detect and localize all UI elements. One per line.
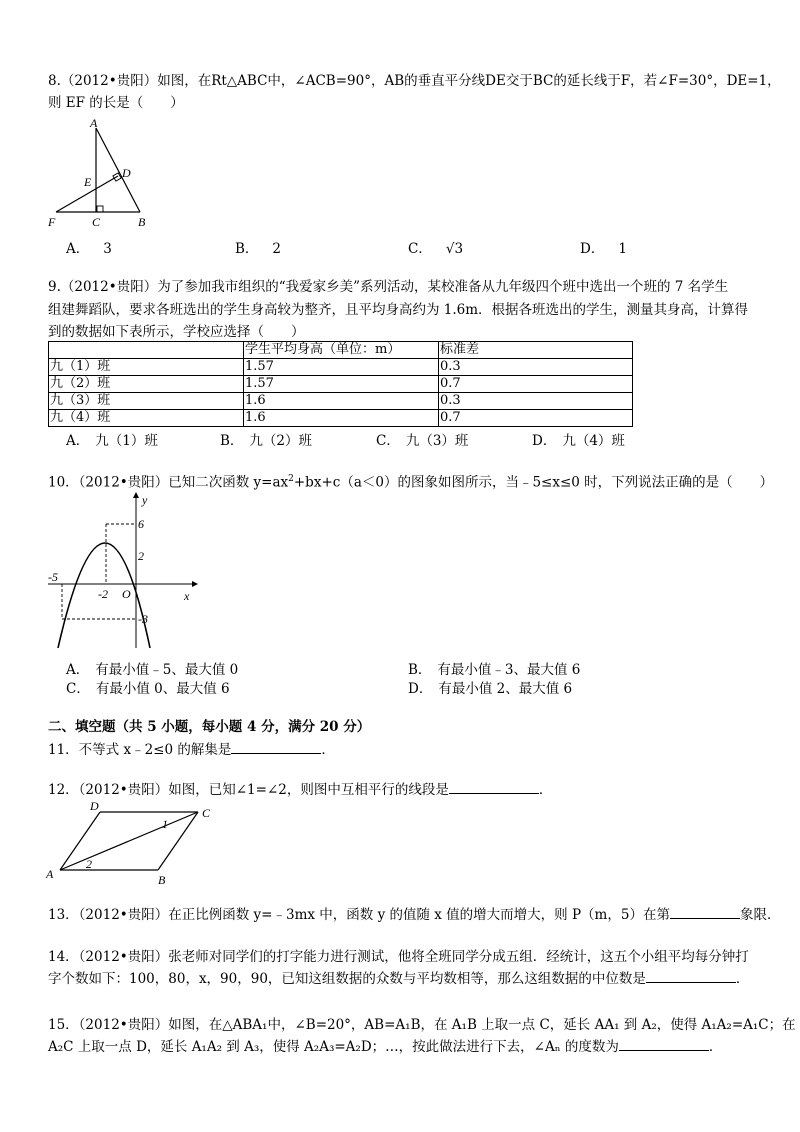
q8-label-D: D xyxy=(122,166,131,180)
q12-angle-1: 1 xyxy=(162,817,168,831)
table-cell: 1.6 xyxy=(244,393,439,410)
q9-height-table xyxy=(48,341,633,427)
table-header-row xyxy=(49,342,633,359)
q10-stem: 10．（2012•贵阳）已知二次函数 $y=ax^2+bx+c(a<0)$的图象如图所示，当﹣5≤x≤0 时，下列说法正确的是（ ） xyxy=(48,474,774,491)
q8-label-F: F xyxy=(48,215,56,229)
q10-label-y: y xyxy=(142,493,148,507)
q15-stem-line2: A₂C 上取一点 D，延长 A₁A₂ 到 A₃，使得 A₂A₃=A₂D；…，按此做法进行下去，∠Aₙ 的度数为 ． xyxy=(48,1039,723,1055)
q9-stem-line2: 组建舞蹈队，要求各班选出的学生身高较为整齐，且平均身高约为 1.6m．根据各班选出的学生，测量其身高，计算得 xyxy=(48,302,749,318)
q9-option-c: C． 九（3）班 xyxy=(376,433,469,449)
table-header-cell xyxy=(49,342,244,359)
table-cell: 1.6 xyxy=(244,410,439,427)
q10-label-neg2: -2 xyxy=(98,587,108,601)
q10-label-x: x xyxy=(184,589,190,603)
q10-label-6: 6 xyxy=(138,517,144,531)
q8-stem-line1: 8.（2012•贵阳）如图，在Rt△ABC中，∠ACB=90°，AB的垂直平分线DE交于BC的延长线于F，若∠F=30°，DE=1， xyxy=(48,73,781,89)
q9-option-b: B． 九（2）班 xyxy=(220,433,313,449)
q13-stem: 13．（2012•贵阳）在正比例函数 y=﹣3mx 中，函数 y 的值随 x 值的增大而增大，则 P（m，5）在第 象限． xyxy=(48,907,781,923)
table-cell: 0.3 xyxy=(439,393,633,410)
table-header-cell: 学生平均身高（单位：m） xyxy=(244,342,439,359)
q8-option-b: B． 2 xyxy=(235,241,282,257)
q9-stem-line1: 9.（2012•贵阳）为了参加我市组织的“我爱家乡美”系列活动，某校准备从九年级四个班中选出一个班的 7 名学生 xyxy=(48,279,729,295)
q8-option-d: D． 1 xyxy=(580,241,627,257)
table-cell: 九（4）班 xyxy=(49,410,244,427)
q10-option-d: D． 有最小值 2、最大值 6 xyxy=(408,681,573,697)
table-cell: 九（3）班 xyxy=(49,393,244,410)
q8-label-B: B xyxy=(138,215,146,229)
answer-blank xyxy=(646,970,736,983)
q8-stem-line2: 则 EF 的长是（ ） xyxy=(48,95,184,111)
q10-option-c: C． 有最小值 0、最大值 6 xyxy=(66,681,230,697)
table-cell: 0.7 xyxy=(439,410,633,427)
q12-label-A: A xyxy=(46,867,54,881)
table-row xyxy=(49,376,633,393)
table-cell: 0.7 xyxy=(439,376,633,393)
q10-label-neg5: -5 xyxy=(48,570,58,584)
table-cell: 0.3 xyxy=(439,359,633,376)
q8-label-A: A xyxy=(90,116,98,130)
q10-option-a: A． 有最小值﹣5、最大值 0 xyxy=(66,662,239,678)
q10-parabola-graph xyxy=(40,488,210,653)
table-cell: 九（2）班 xyxy=(49,376,244,393)
q14-stem-line1: 14．（2012•贵阳）张老师对同学们的打字能力进行测试，他将全班同学分成五组．经统计，这五个小组平均每分钟打 xyxy=(48,949,749,965)
q11-stem: 11．不等式 x﹣2≤0 的解集是 ． xyxy=(48,742,335,758)
q10-option-b: B． 有最小值﹣3、最大值 6 xyxy=(408,662,581,678)
q8-label-C: C xyxy=(92,215,101,229)
q10-label-origin: O xyxy=(122,587,131,601)
q12-stem: 12．（2012•贵阳）如图，已知∠1=∠2，则图中互相平行的线段是 ． xyxy=(48,782,553,798)
q8-option-c: C． √3 xyxy=(408,241,464,257)
q15-stem-line1: 15．（2012•贵阳）如图，在△ABA₁中，∠B=20°，AB=A₁B，在 A₁B 上取一点 C，延长 AA₁ 到 A₂，使得 A₁A₂=A₁C；在 xyxy=(48,1017,796,1033)
table-row xyxy=(49,359,633,376)
q12-label-C: C xyxy=(202,806,211,820)
q12-parallelogram-figure xyxy=(42,798,232,890)
q8-label-E: E xyxy=(84,175,92,189)
table-header-cell: 标准差 xyxy=(439,342,633,359)
table-row xyxy=(49,393,633,410)
table-row xyxy=(49,410,633,427)
section-title: 二、填空题（共 5 小题，每小题 4 分，满分 20 分） xyxy=(48,719,371,735)
q12-label-B: B xyxy=(158,873,166,887)
q9-option-a: A． 九（1）班 xyxy=(66,433,158,449)
answer-blank xyxy=(449,781,539,794)
q10-label-2: 2 xyxy=(138,549,144,563)
q12-angle-2: 2 xyxy=(86,857,92,871)
q8-triangle-figure xyxy=(44,114,154,234)
q10-label-neg3: -3 xyxy=(138,612,148,626)
q14-stem-line2: 字个数如下：100，80，x，90，90，已知这组数据的众数与平均数相等，那么这组数据的中位数是 ． xyxy=(48,971,750,987)
table-cell: 1.57 xyxy=(244,359,439,376)
q8-option-a: A． 3 xyxy=(66,241,112,257)
answer-blank xyxy=(670,906,740,919)
q12-label-D: D xyxy=(90,799,99,813)
q9-stem-line3: 到的数据如下表所示，学校应选择（ ） xyxy=(48,324,305,340)
table-cell: 1.57 xyxy=(244,376,439,393)
answer-blank xyxy=(619,1038,709,1051)
answer-blank xyxy=(231,741,321,754)
table-cell: 九（1）班 xyxy=(49,359,244,376)
q9-option-d: D． 九（4）班 xyxy=(532,433,625,449)
